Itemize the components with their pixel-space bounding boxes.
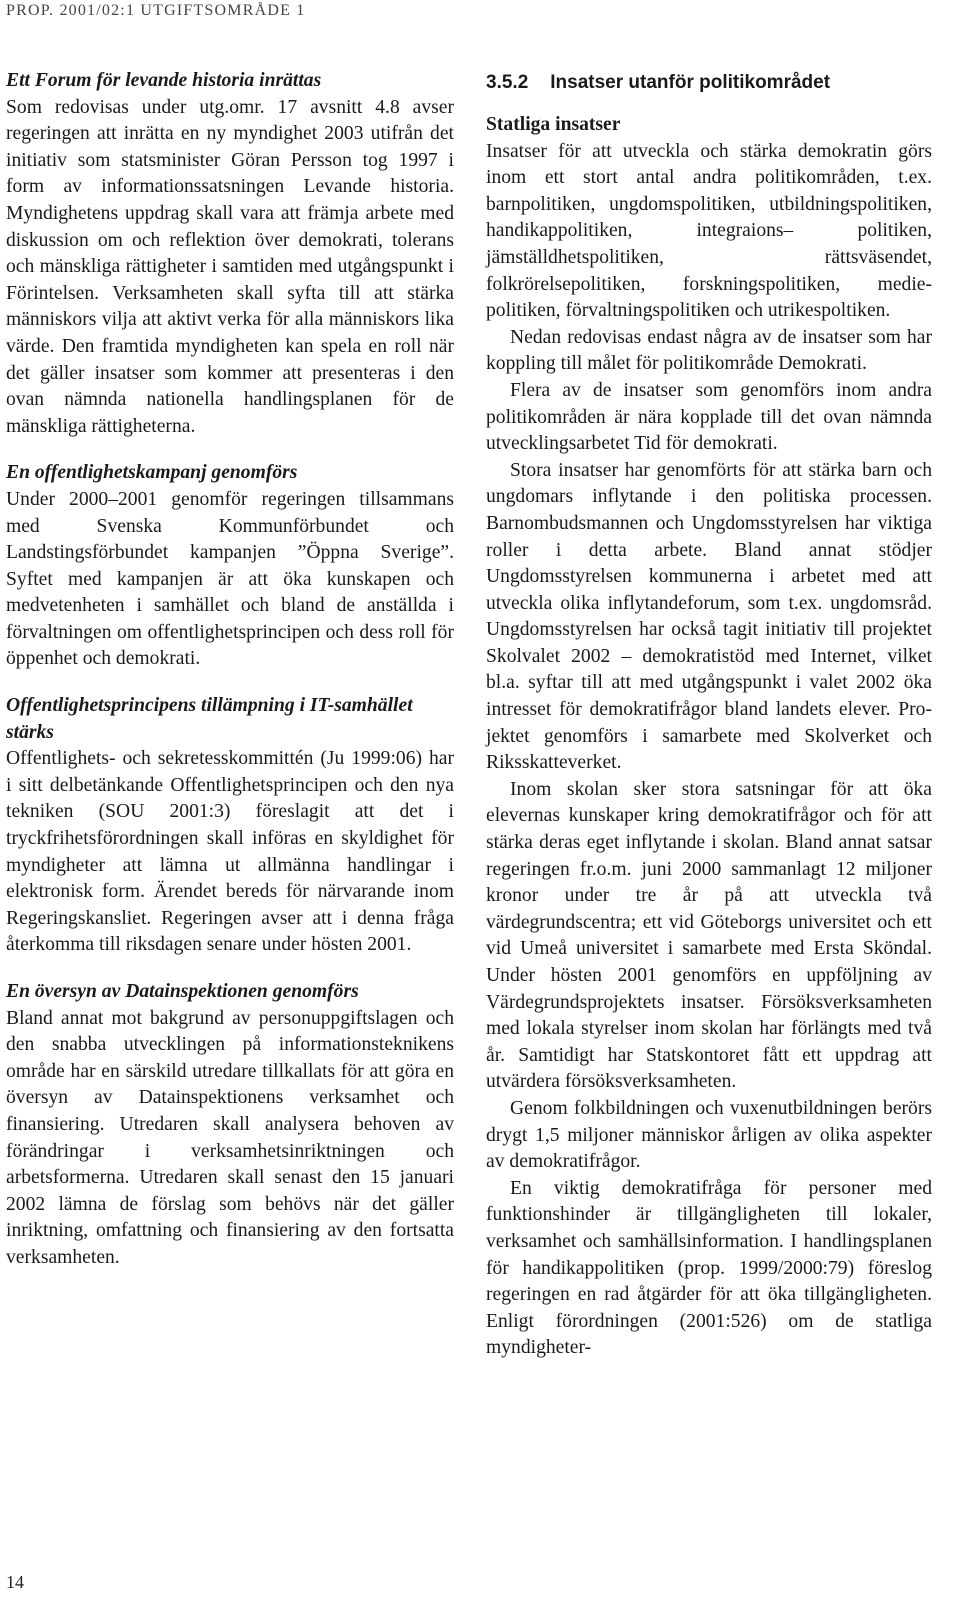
section-title-datainspektionen: En översyn av Datainspektionen genomförs — [6, 981, 359, 1002]
section-title-it-samhallet: Offentlighetsprincipens tillämpning i IT-samhället stärks — [6, 695, 413, 743]
paragraph: Insatser för att utveckla och stärka demokratin görs inom ett stort antal andra politikområden, t.ex. barnpolitiken, ungdomspolitiken, utbildningspolitiken, handikappolitiken, integraions– politiken, jämställdhetspolitiken, rättsväsendet, folkrörelsepolitiken, forskningspolitiken, mediepolitiken, förvaltningspolitiken och utrikespoltiken. — [486, 140, 932, 322]
section-body-offentlighetskampanj: Under 2000–2001 genomför regeringen tillsammans med Svenska Kommunförbundet och Landstingsförbundet kampanjen ”Öppna Sverige”. Syftet med kampanjen är att öka kunskapen och medvetenheten i samhället och bland de anställda i förvaltningen om offentlighetsprincipen och dess roll för öppenhet och demokrati. — [6, 488, 454, 670]
section-title-forum: Ett Forum för levande historia inrättas — [6, 70, 322, 91]
page-number: 14 — [6, 1572, 24, 1592]
paragraph: En viktig demokratifråga för personer med funktionshinder är tillgängligheten till lokaler, verksamhet och samhällsinformation. I handlingsplanen för handikappolitiken (prop. 1999/2000:79) föreslog regeringen en rad åtgärder för att öka tillgängligheten. Enligt förordningen (2001:526) om de statliga myndigheter- — [486, 1177, 932, 1359]
paragraph: Genom folkbildningen och vuxenutbildningen berörs drygt 1,5 miljoner människor årligen av olika aspekter av demokratifrågor. — [486, 1097, 932, 1173]
subsection-title: Statliga insatser — [486, 114, 621, 135]
section-title: Insatser utanför politikområdet — [550, 72, 831, 93]
paragraph: Flera av de insatser som genomförs inom andra politikområden är nära kopplade till det ovan nämnda utvecklingsarbetet Tid för demokrati. — [486, 379, 932, 455]
section-heading — [486, 68, 932, 98]
section-title-offentlighetskampanj: En offentlighetskampanj genomförs — [6, 462, 298, 484]
paragraph: Stora insatser har genomförts för att stärka barn och ungdomars inflytande i den politiska processen. Barnombudsmannen och Ungdomsstyrelsen har viktiga roller i detta arbete. Bland annat stödjer Ungdomsstyrelsen kommunerna i arbetet med att utveckla olika inflytandeforum, som t.ex. ungdomsråd. Ungdomsstyrelsen har också tagit initiativ till projektet Skolvalet 2002 – demokratistöd med Internet, vilket bl.a. syftar till att med utgångspunkt i valet 2002 öka intresset för demokratifrågor bland landets elever. Projektet genomförs i samarbete med Skolverket och Riksskatteverket. — [486, 459, 932, 774]
section-body-it-samhallet: Offentlighets- och sekretesskommittén (Ju 1999:06) har i sitt delbetänkande Offentlighetsprincipen och den nya tekniken (SOU 2001:3) föreslagit att det i tryckfrihetsförordningen skall införas en skyldighet för myndigheter att lämna ut allmänna handlingar i elektronisk form. Ärendet bereds för närvarande inom Regeringskansliet. Regeringen avser att i denna fråga återkomma till riksdagen senare under hösten 2001. — [6, 748, 454, 956]
section-body-forum: Som redovisas under utg.omr. 17 avsnitt 4.8 avser regeringen att inrätta en ny myndighet 2003 utifrån det initiativ som statsminister Göran Persson tog 1997 i form av informationssatsningen Levande historia. Myndighetens uppdrag skall vara att främja arbete med diskussion om och reflektion över demokrati, tolerans och mänskliga rättigheter i samtiden med utgångspunkt i Förintelsen. Verksamheten skall syfta till att stärka människors vilja att aktivt verka för alla människors lika värde. Den framtida myndigheten kan spela en roll när det gäller insatser som kommer att presenteras i den ovan nämnda nationella handlingsplanen för de mänskliga rättigheterna. — [6, 96, 454, 437]
section-number: 3.5.2 — [486, 72, 529, 93]
paragraph: Nedan redovisas endast några av de insatser som har koppling till målet för politikområde Demokrati. — [486, 326, 932, 375]
left-column — [6, 68, 454, 1272]
paragraph: Inom skolan sker stora satsningar för att öka elevernas kunskaper kring demokratifrågor och för att stärka deras eget inflytande i skolan. Bland annat satsar regeringen fr.o.m. juni 2000 sammanlagt 12 miljoner kronor under tre år på att utveckla två värdegrundscentra; ett vid Göteborgs universitet och ett vid Umeå universitet i samarbete med Ersta Sköndal. Under hösten 2001 genomförs en uppföljning av Värdegrundsprojektets insatser. Försöksverksamheten med lokala styrelser inom skolan har förlängts med två år. Samtidigt har Statskontoret fått ett uppdrag att utvärdera försöksverksamheten. — [486, 778, 932, 1093]
right-column — [486, 68, 932, 1362]
running-header: PROP. 2001/02:1 UTGIFTSOMRÅDE 1 — [6, 2, 306, 19]
section-body-datainspektionen: Bland annat mot bakgrund av personuppgiftslagen och den snabba utvecklingen på informationsteknikens område har en särskild utredare tillkallats för att göra en översyn av Datainspektionens verksamhet och finansiering. Utredaren skall analysera behoven av förändringar i verksamhetsinriktningen och arbetsformerna. Utredaren skall senast den 15 januari 2002 lämna de förslag som behövs när det gäller inriktning, omfattning och finansiering av den fortsatta verksamheten. — [6, 1007, 454, 1268]
